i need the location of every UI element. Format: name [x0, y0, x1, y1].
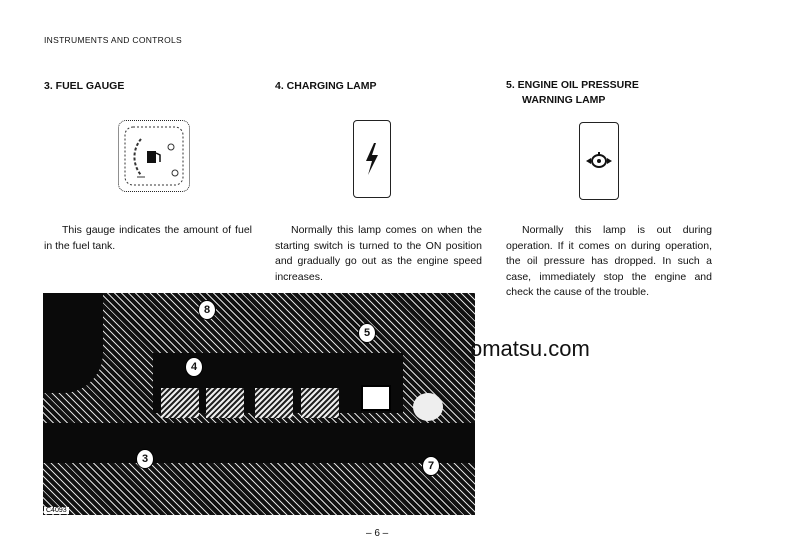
- panel-indicator: [361, 385, 391, 411]
- callout-7: 7: [422, 456, 440, 476]
- section-title-charging-lamp: 4. CHARGING LAMP: [275, 80, 377, 92]
- photo-tag: C4093: [46, 507, 67, 514]
- section-title-fuel-gauge: 3. FUEL GAUGE: [44, 80, 125, 92]
- section-title-oil-pressure-line2: WARNING LAMP: [522, 94, 606, 106]
- callout-3: 3: [136, 449, 154, 469]
- callout-4: 4: [185, 357, 203, 377]
- fuel-gauge-icon: [118, 120, 190, 192]
- section-text-oil-pressure: Normally this lamp is out during operation. If it comes on during operation, the oil pressure has dropped. In such a case, immediately stop the engine and check the cause of the trouble.: [506, 224, 712, 298]
- section-text-fuel-gauge: This gauge indicates the amount of fuel in the fuel tank.: [44, 224, 252, 252]
- page-number: – 6 –: [366, 528, 389, 539]
- callout-5: 5: [358, 323, 376, 343]
- oil-pressure-icon: [579, 122, 619, 200]
- watermark: omatsu.com: [470, 336, 590, 361]
- panel-knob: [413, 393, 443, 421]
- callout-8: 8: [198, 300, 216, 320]
- lightning-icon: [353, 120, 391, 198]
- section-title-oil-pressure: 5. ENGINE OIL PRESSURE: [506, 79, 639, 91]
- page-header: INSTRUMENTS AND CONTROLS: [44, 35, 183, 45]
- section-text-charging-lamp: Normally this lamp comes on when the starting switch is turned to the ON position and gradually go out as the engine speed increases.: [275, 224, 482, 283]
- instrument-panel-photo: [43, 293, 475, 515]
